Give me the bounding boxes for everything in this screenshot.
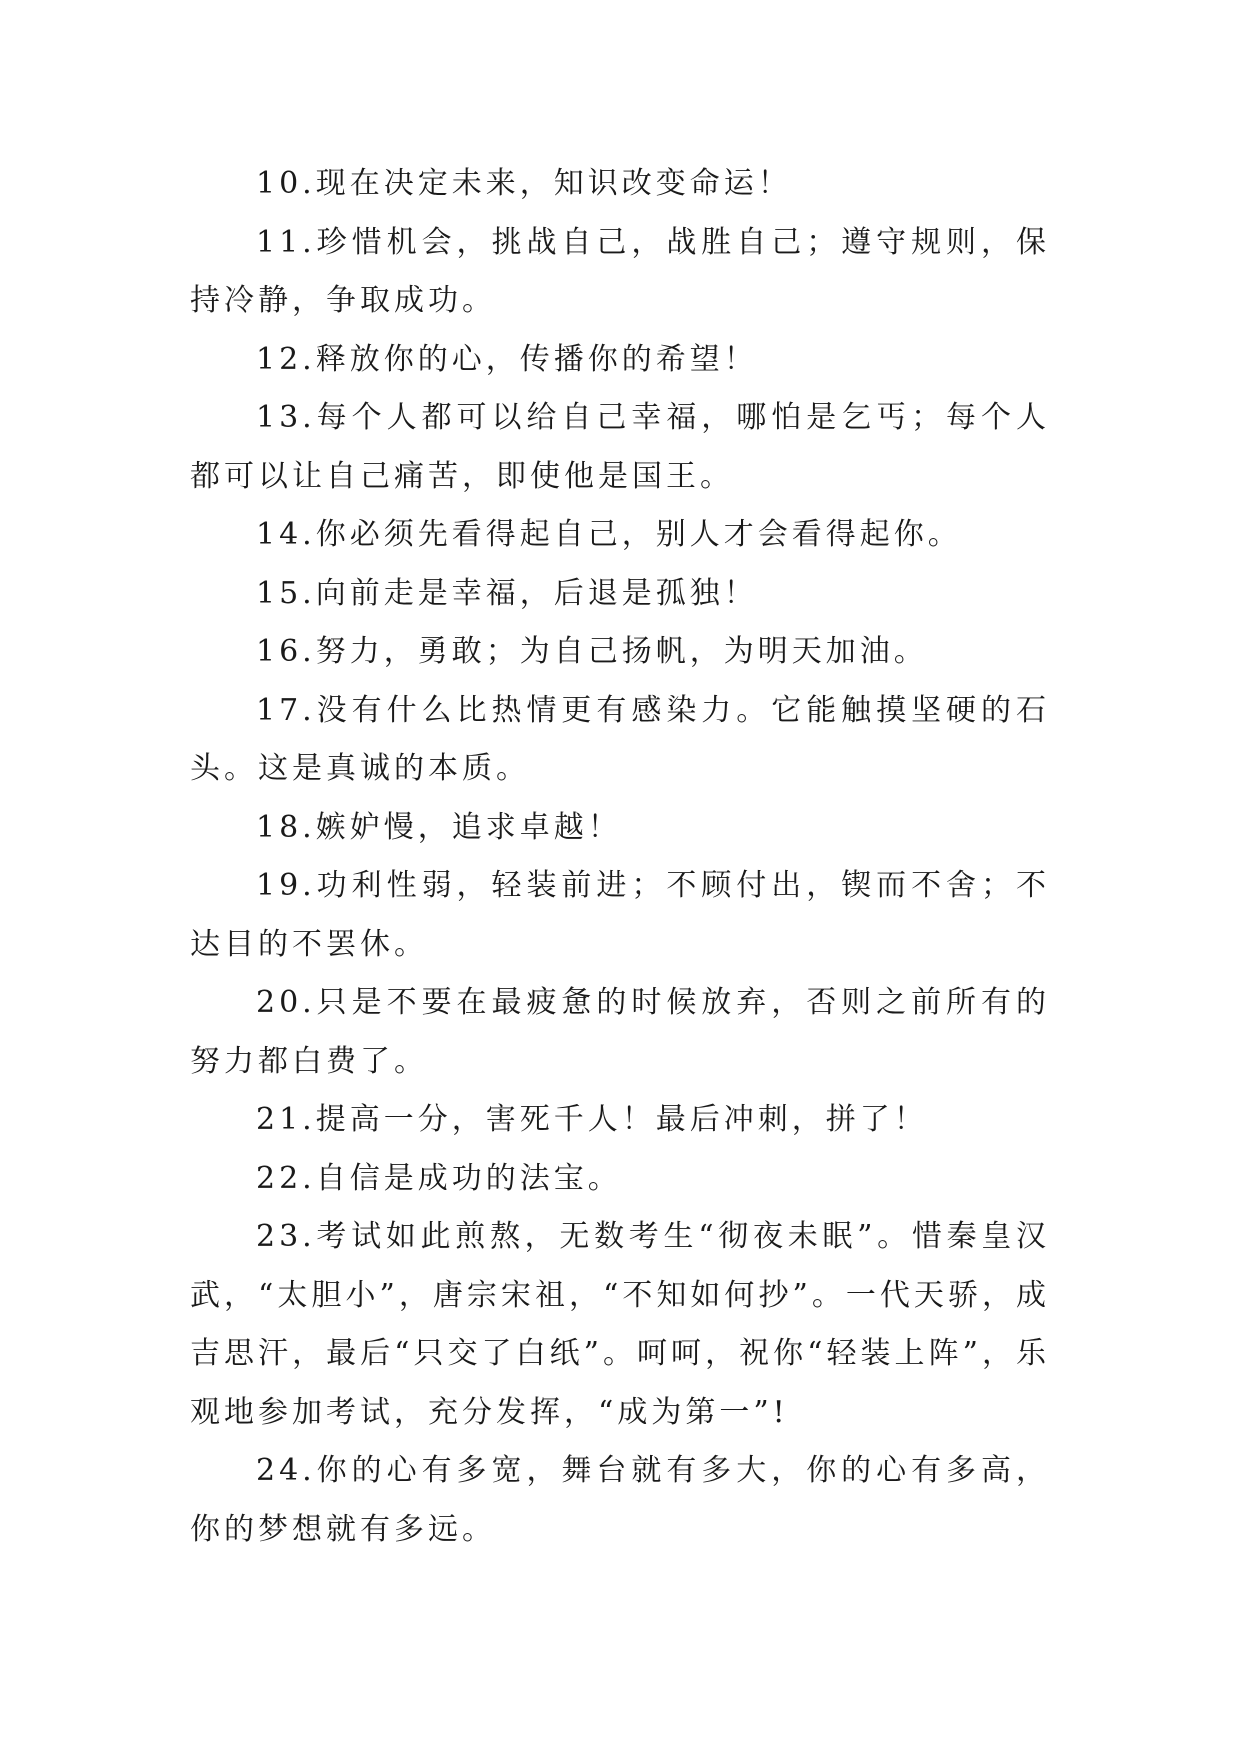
paragraph-20: 20.只是不要在最疲惫的时候放弃，否则之前所有的努力都白费了。 (190, 985, 1050, 1079)
document-body (190, 155, 1050, 1559)
paragraph-24: 24.你的心有多宽，舞台就有多大，你的心有多高，你的梦想就有多远。 (190, 1453, 1050, 1547)
paragraph-21: 21.提高一分，害死千人！最后冲刺，拼了！ (256, 1102, 928, 1137)
paragraph-14: 14.你必须先看得起自己，别人才会看得起你。 (256, 517, 962, 552)
paragraph-17: 17.没有什么比热情更有感染力。它能触摸坚硬的石头。这是真诚的本质。 (190, 692, 1050, 786)
paragraph-19: 19.功利性弱，轻装前进；不顾付出，锲而不舍；不达目的不罢休。 (190, 868, 1050, 962)
paragraph-13: 13.每个人都可以给自己幸福，哪怕是乞丐；每个人都可以让自己痛苦，即使他是国王。 (190, 400, 1050, 494)
paragraph-22: 22.自信是成功的法宝。 (256, 1160, 622, 1196)
paragraph-18: 18.嫉妒慢，追求卓越！ (256, 809, 622, 845)
paragraph-16: 16.努力，勇敢；为自己扬帆，为明天加油。 (256, 634, 928, 669)
paragraph-12: 12.释放你的心，传播你的希望！ (256, 341, 758, 377)
paragraph-11: 11.珍惜机会，挑战自己，战胜自己；遵守规则，保持冷静，争取成功。 (190, 224, 1050, 318)
paragraph-23: 23.考试如此煎熬，无数考生“彻夜未眠”。惜秦皇汉武，“太胆小”，唐宗宋祖，“不知如何抄”。一代天骄，成吉思汗，最后“只交了白纸”。呵呵，祝你“轻装上阵”，乐观地参加考试，充分发挥，“成为第一”! (190, 1219, 1050, 1430)
paragraph-15: 15.向前走是幸福，后退是孤独！ (256, 575, 758, 611)
paragraph-10: 10.现在决定未来，知识改变命运！ (256, 166, 792, 201)
